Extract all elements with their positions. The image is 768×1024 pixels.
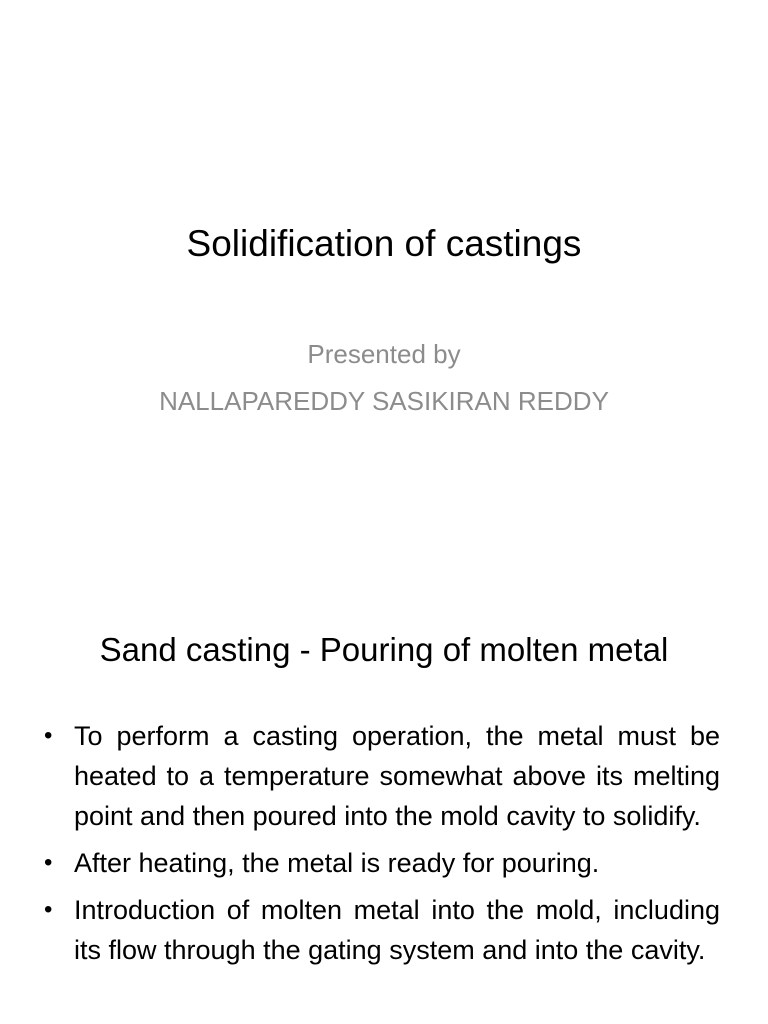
bullet-item (44, 890, 720, 970)
subtitle-presented-by: Presented by (307, 339, 461, 369)
bullet-text: To perform a casting operation, the metal must be heated to a temperature somewhat above its melting point and then poured into the mold cavity to solidify. (74, 721, 720, 831)
bullet-dot-icon: • (44, 896, 53, 923)
bullet-dot-icon: • (44, 722, 53, 749)
slide-content-heading: Sand casting - Pouring of molten metal (99, 631, 669, 668)
slide-title-heading: Solidification of castings (186, 223, 582, 264)
bullet-text: After heating, the metal is ready for pouring. (74, 848, 600, 878)
subtitle-author-name: NALLAPAREDDY SASIKIRAN REDDY (159, 386, 609, 416)
bullet-list (44, 716, 720, 977)
bullet-text: Introduction of molten metal into the mold, including its flow through the gating system and into the cavity. (74, 895, 720, 965)
bullet-item (44, 716, 720, 836)
bullet-dot-icon: • (44, 849, 53, 876)
slide-subtitle (0, 334, 768, 428)
slide-content (0, 576, 768, 1024)
bullet-item (44, 843, 720, 883)
